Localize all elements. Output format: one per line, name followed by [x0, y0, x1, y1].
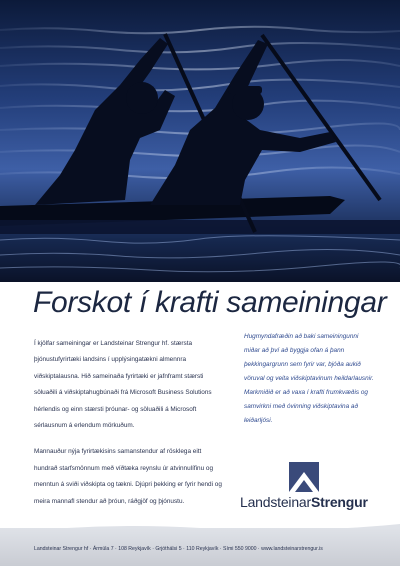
body-paragraph: Í kjölfar sameiningar er Landsteinar Strengur hf. stærsta þjónustufyrirtæki landsins í upplýsingatækni almennra viðskiptalausna. Hið sameinaða fyrirtæki er jafnframt stærsti söluaðili á viðskiptahugbúnaði frá Microsoft Business Solutions hérlendis og einn stærsti þróunar- og söluaðili á Microsoft sérlausnum á erlendum mörkuðum.	[34, 340, 212, 430]
hero-photo-kayakers	[0, 0, 400, 282]
body-text-column	[34, 336, 224, 520]
logo-name-bold: Strengur	[310, 494, 368, 510]
company-logo-text	[240, 494, 380, 510]
side-quote: Hugmyndafræðin að baki sameiningunni miðar að því að byggja ofan á þann þekkingargrunn sem fyrir var, bjóða aukið vöruval og veita viðskiptavinum heildarlausnir. Markmiðið er að vaxa í krafti frumkvæðis og samvirkni með óvinning viðskiptavina að leiðarljósi.	[244, 333, 374, 424]
headline: Forskot í krafti sameiningar	[33, 286, 387, 319]
body-paragraph: Mannauður nýja fyrirtækisins samanstendur af rösklega eitt hundrað starfsmönnum með víðtæka reynslu úr atvinnulífinu og menntun á sviði viðskipta og tækni. Djúpri þekking er fyrir hendi og meira mannafl stendur að þróun, ráðgjöf og þjónustu.	[34, 448, 222, 505]
company-logo-icon	[289, 462, 319, 492]
logo-name-light: Landsteinar	[240, 494, 311, 510]
footer-contact: Landsteinar Strengur hf · Ármúla 7 · 108 Reykjavík · Grjóthálsi 5 · 110 Reykjavík · Sími 550 9000 · www.landsteinarstrengur.is	[34, 546, 323, 552]
kayak-silhouette-image	[0, 0, 400, 282]
